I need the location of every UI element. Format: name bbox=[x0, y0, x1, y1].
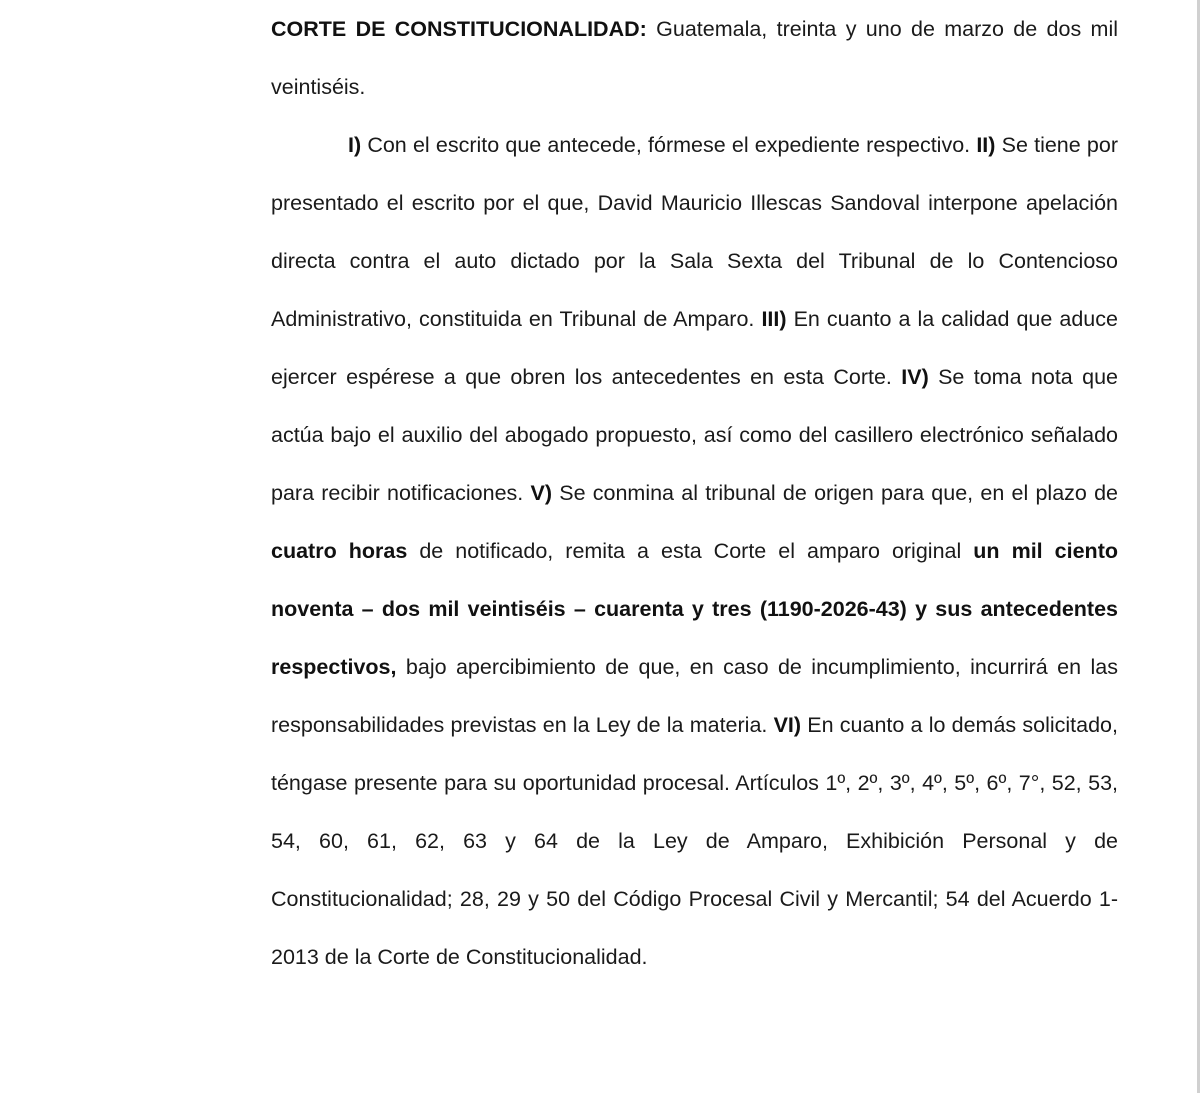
point-number-5: V) bbox=[530, 481, 552, 505]
point-text-5c: de notificado, remita a esta Corte el amparo original bbox=[419, 539, 962, 563]
case-number-emphasis: un mil ciento noventa – dos mil veintiséis – cuarenta y tres (1190-2026-43) y sus antecedentes respectivos, bbox=[271, 539, 1118, 679]
court-name: CORTE DE CONSTITUCIONALIDAD: bbox=[271, 17, 647, 41]
point-text-4: Se toma nota que actúa bajo el auxilio del abogado propuesto, así como del casillero electrónico señalado para recibir notificaciones. bbox=[271, 365, 1118, 505]
point-text-5a: Se conmina al tribunal de origen para que, en el plazo de bbox=[559, 481, 1118, 505]
point-text-5e: bajo apercibimiento de que, en caso de incumplimiento, incurrirá en las responsabilidades previstas en la Ley de la materia. bbox=[271, 655, 1118, 737]
point-text-3: En cuanto a la calidad que aduce ejercer espérese a que obren los antecedentes en esta Corte. bbox=[271, 307, 1118, 389]
resolution-date: Guatemala, treinta y uno de marzo de dos mil veintiséis. bbox=[271, 17, 1119, 99]
point-text-6: En cuanto a lo demás solicitado, téngase presente para su oportunidad procesal. Artículos 1º, 2º, 3º, 4º, 5º, 6º, 7°, 52, 53, 54, 60, 61, 62, 63 y 64 de la Ley de Amparo, Exhibición Personal y de Constitucionalidad; 28, 29 y 50 del Código Procesal Civil y Mercantil; 54 del Acuerdo 1-2013 de la Corte de Constitucionalidad. bbox=[271, 713, 1118, 969]
resolution-heading bbox=[271, 0, 1118, 116]
deadline-emphasis: cuatro horas bbox=[271, 539, 408, 563]
point-number-6: VI) bbox=[773, 713, 802, 737]
resolution-body bbox=[271, 116, 1118, 986]
point-number-3: III) bbox=[761, 307, 787, 331]
resolution-text bbox=[271, 0, 1118, 986]
point-number-1: I) bbox=[348, 133, 362, 157]
point-text-1: Con el escrito que antecede, fórmese el expediente respectivo. bbox=[367, 133, 971, 157]
point-number-2: II) bbox=[976, 133, 996, 157]
point-number-4: IV) bbox=[901, 365, 929, 389]
point-text-2: Se tiene por presentado el escrito por el que, David Mauricio Illescas Sandoval interpone apelación directa contra el auto dictado por la Sala Sexta del Tribunal de lo Contencioso Administrativo, constituida en Tribunal de Amparo. bbox=[271, 133, 1118, 331]
